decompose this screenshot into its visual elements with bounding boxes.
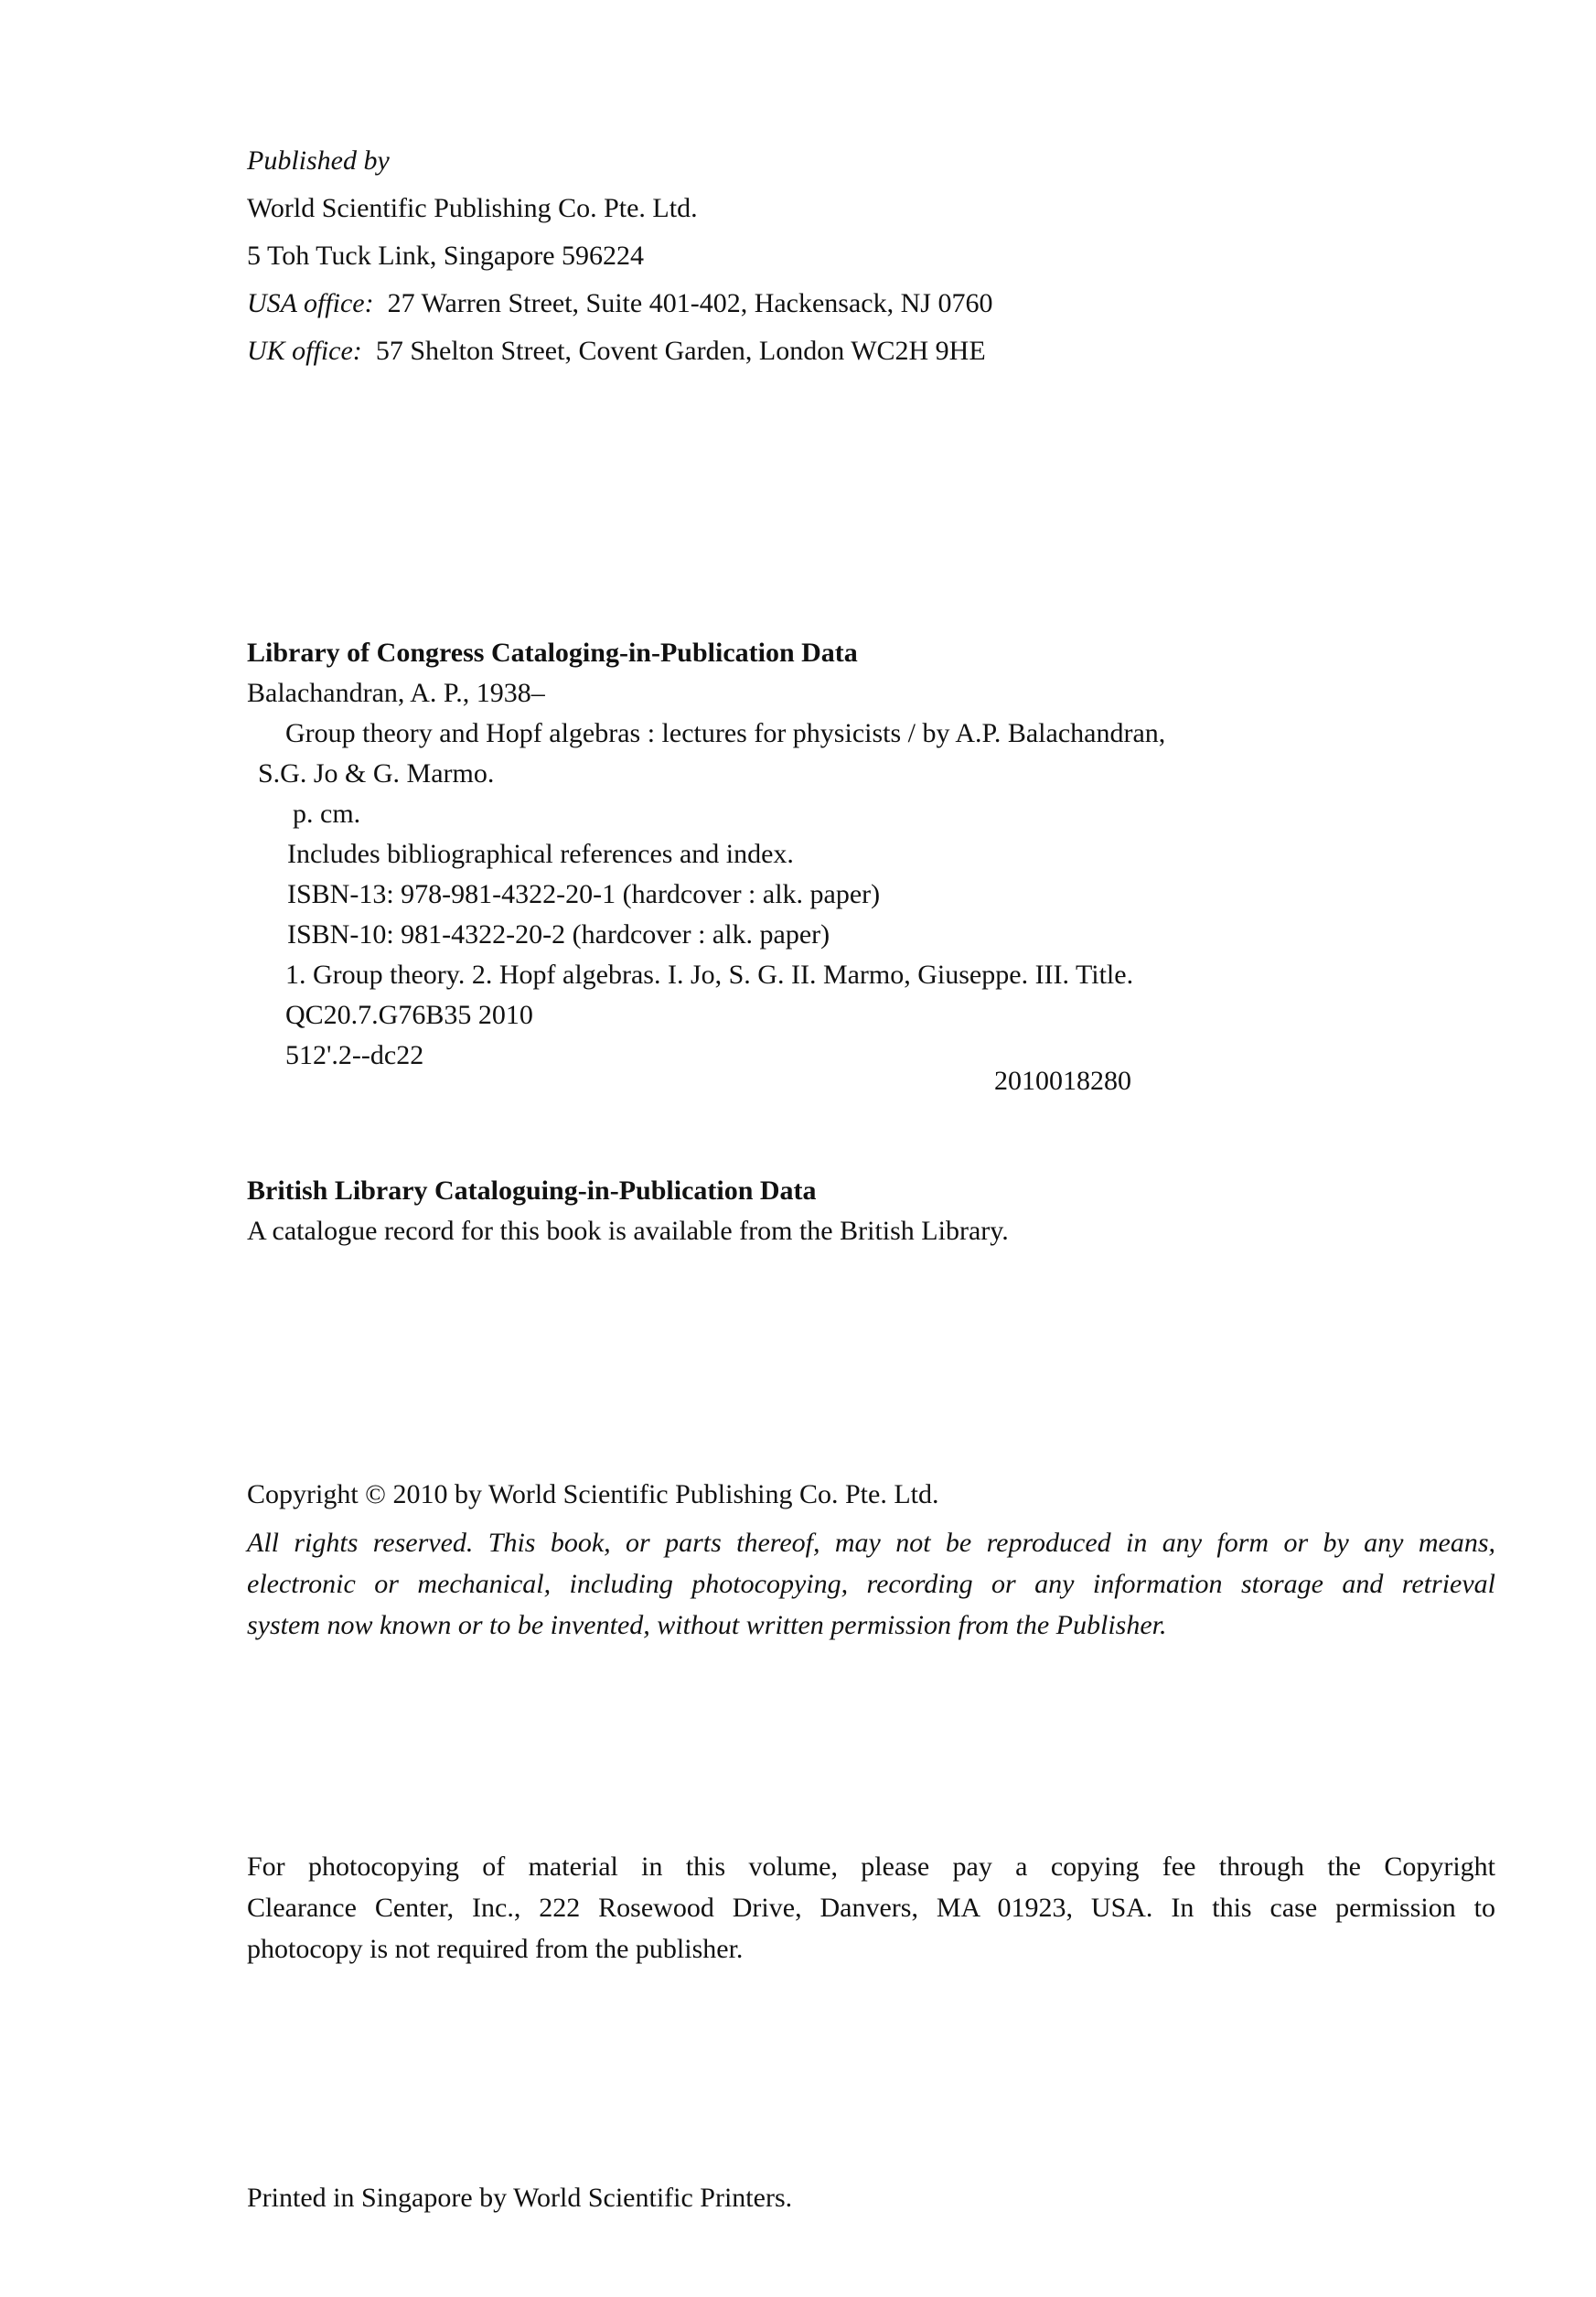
loc-lccn: 2010018280 xyxy=(994,1066,1131,1096)
photocopy-line3: photocopy is not required from the publisher. xyxy=(247,1934,744,1964)
uk-office xyxy=(247,327,992,375)
loc-includes: Includes bibliographical references and index. xyxy=(287,839,794,869)
rights-line2: electronic or mechanical, including photocopying, recording or any information storage and retrieval xyxy=(247,1569,1495,1599)
usa-office-label: USA office: xyxy=(247,288,374,318)
published-by-label: Published by xyxy=(247,145,390,176)
publisher-address: 5 Toh Tuck Link, Singapore 596224 xyxy=(247,241,645,271)
uk-office-label: UK office: xyxy=(247,336,362,366)
usa-office-address: 27 Warren Street, Suite 401-402, Hackensack, NJ 0760 xyxy=(387,288,993,318)
loc-isbn10: ISBN-10: 981-4322-20-2 (hardcover : alk. paper) xyxy=(287,919,830,950)
british-library-block xyxy=(247,1171,1009,1251)
rights-line1: All rights reserved. This book, or parts thereof, may not be reproduced in any form or by any means, xyxy=(247,1528,1495,1558)
photocopy-line2: Clearance Center, Inc., 222 Rosewood Drive, Danvers, MA 01923, USA. In this case permission to xyxy=(247,1893,1495,1923)
loc-title-line2: S.G. Jo & G. Marmo. xyxy=(258,758,495,789)
publisher-block xyxy=(247,137,992,375)
rights-paragraph xyxy=(247,1522,1495,1646)
photocopy-line1: For photocopying of material in this volume, please pay a copying fee through the Copyright xyxy=(247,1852,1495,1882)
loc-isbn13: ISBN-13: 978-981-4322-20-1 (hardcover : alk. paper) xyxy=(287,879,881,909)
loc-subjects: 1. Group theory. 2. Hopf algebras. I. Jo, S. G. II. Marmo, Giuseppe. III. Title. xyxy=(285,960,1134,990)
rights-line3: system now known or to be invented, without written permission from the Publisher. xyxy=(247,1610,1167,1640)
printed-block xyxy=(247,2175,792,2221)
loc-heading: Library of Congress Cataloging-in-Publication Data xyxy=(247,638,858,668)
british-text: A catalogue record for this book is available from the British Library. xyxy=(247,1216,1009,1246)
loc-cip-block xyxy=(247,633,1165,1076)
british-heading: British Library Cataloguing-in-Publication Data xyxy=(247,1175,817,1206)
loc-dewey: 512'.2--dc22 xyxy=(285,1040,424,1070)
loc-pcm: p. cm. xyxy=(293,799,361,829)
copyright-line: Copyright © 2010 by World Scientific Publishing Co. Pte. Ltd. xyxy=(247,1479,939,1509)
photocopy-block xyxy=(247,1846,1495,1970)
copyright-block xyxy=(247,1467,1495,1646)
photocopy-paragraph xyxy=(247,1846,1495,1970)
publisher-name: World Scientific Publishing Co. Pte. Ltd. xyxy=(247,193,698,223)
loc-title-line1: Group theory and Hopf algebras : lectures for physicists / by A.P. Balachandran, xyxy=(285,718,1166,748)
loc-author: Balachandran, A. P., 1938– xyxy=(247,678,545,708)
printed-line: Printed in Singapore by World Scientific Printers. xyxy=(247,2183,793,2213)
loc-lc-class: QC20.7.G76B35 2010 xyxy=(285,1000,533,1030)
uk-office-address: 57 Shelton Street, Covent Garden, London WC2H 9HE xyxy=(375,336,986,366)
usa-office xyxy=(247,280,992,327)
